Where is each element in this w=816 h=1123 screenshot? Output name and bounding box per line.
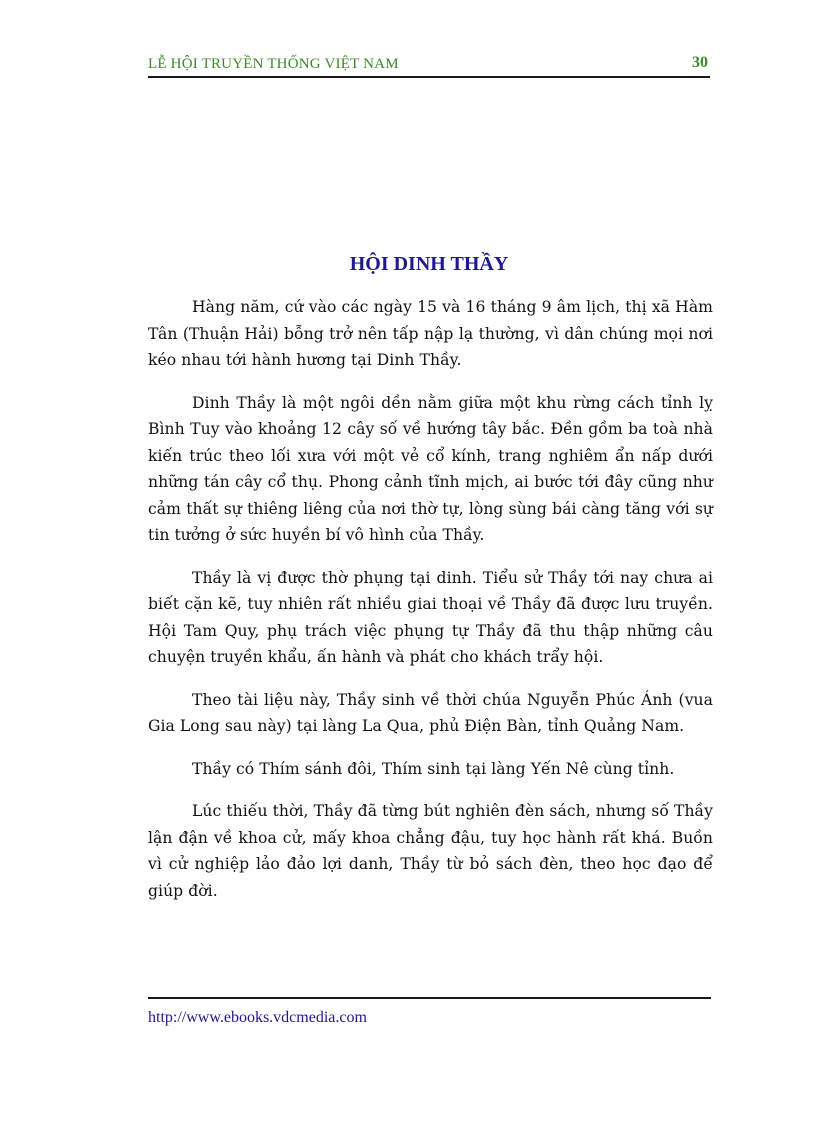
article-body: [148, 294, 713, 920]
paragraph: Thầy là vị được thờ phụng tại dinh. Tiểu sử Thầy tới nay chưa ai biết cặn kẽ, tuy nhiên rất nhiều giai thoại về Thầy đã được lưu truyền. Hội Tam Quy, phụ trách việc phụng tự Thầy đã thu thập những câu chuyện truyền khẩu, ấn hành và phát cho khách trẩy hội.: [148, 568, 713, 666]
page-number: 30: [692, 54, 708, 71]
footer-divider: [148, 997, 711, 999]
article-title: HỘI DINH THẦY: [349, 253, 509, 275]
paragraph: Theo tài liệu này, Thầy sinh về thời chúa Nguyễn Phúc Ánh (vua Gia Long sau này) tại làng La Qua, phủ Điện Bàn, tỉnh Quảng Nam.: [148, 690, 713, 735]
footer-link[interactable]: http://www.ebooks.vdcmedia.com: [148, 1009, 367, 1026]
paragraph: Lúc thiếu thời, Thầy đã từng bút nghiên đèn sách, nhưng số Thầy lận đận về khoa cử, mấy khoa chẳng đậu, tuy học hành rất khá. Buồn vì cử nghiệp lảo đảo lợi danh, Thầy từ bỏ sách đèn, theo học đạo để giúp đời.: [148, 802, 713, 900]
running-header: [148, 54, 710, 78]
paragraph: Hàng năm, cứ vào các ngày 15 và 16 tháng 9 âm lịch, thị xã Hàm Tân (Thuận Hải) bỗng trở nên tấp nập lạ thường, vì dân chúng mọi nơi kéo nhau tới hành hương tại Dinh Thầy.: [148, 298, 713, 369]
book-title: LỄ HỘI TRUYỀN THỐNG VIỆT NAM: [148, 56, 399, 72]
paragraph: Thầy có Thím sánh đôi, Thím sinh tại làng Yến Nê cùng tỉnh.: [192, 759, 675, 778]
paragraph: Dinh Thầy là một ngôi dền nằm giữa một khu rừng cách tỉnh lỵ Bình Tuy vào khoảng 12 cây số về hướng tây bắc. Đền gồm ba toà nhà kiến trúc theo lối xưa với một vẻ cổ kính, trang nghiêm ẩn nấp dưới những tán cây cổ thụ. Phong cảnh tĩnh mịch, ai bước tới đây cũng như cảm thất sự thiêng liêng của nơi thờ tự, lòng sùng bái càng tăng với sự tin tưởng ở sức huyền bí vô hình của Thầy.: [148, 393, 713, 544]
